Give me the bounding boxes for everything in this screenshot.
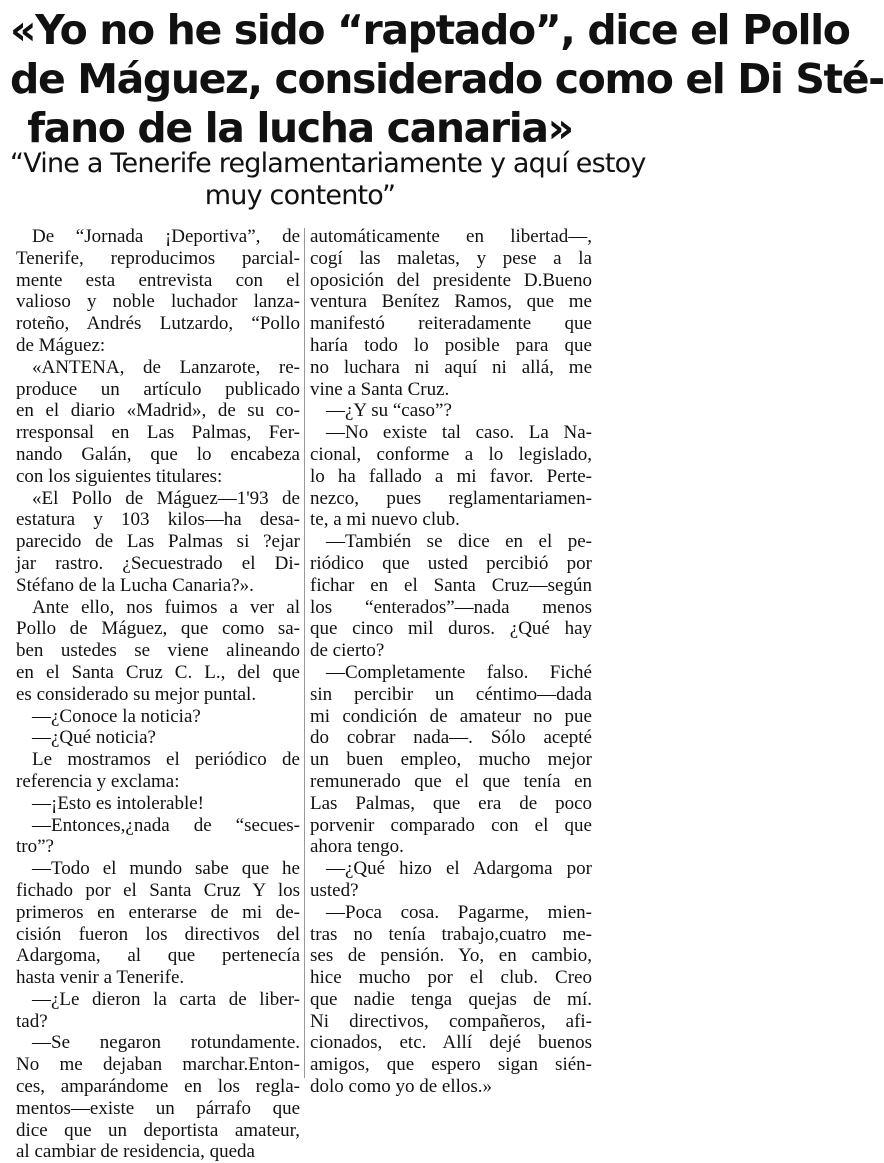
text-line: es considerado su mejor puntal. bbox=[16, 683, 257, 705]
text-line: automáticamente en libertad—, bbox=[310, 226, 592, 247]
text-line: Ante ello, nos fuimos a ver al bbox=[32, 596, 300, 618]
text-line: vine a Santa Cruz. bbox=[310, 378, 450, 400]
text-line: —Se negaron rotundamente. bbox=[32, 1032, 300, 1054]
text-line: Le mostramos el periódico de bbox=[32, 749, 300, 771]
text-line: de Máguez: bbox=[16, 334, 106, 356]
text-line: primeros en enterarse de mi de- bbox=[16, 901, 300, 923]
text-line: «El Pollo de Máguez—1'93 de bbox=[32, 487, 300, 509]
text-line: oposición del presidente D.Bueno bbox=[310, 269, 592, 291]
text-line: amigos, que espero sigan sién- bbox=[310, 1054, 592, 1076]
text-line: mi condición de amateur no pue bbox=[310, 705, 592, 727]
text-line: ses de pensión. Yo, en cambio, bbox=[310, 945, 592, 967]
text-line: do cobrar nada—. Sólo acepté bbox=[310, 727, 592, 749]
text-line: roteño, Andrés Lutzardo, “Pollo bbox=[16, 313, 300, 335]
text-line: No me dejaban marchar.Enton- bbox=[16, 1054, 300, 1076]
text-line: usted? bbox=[310, 879, 359, 901]
text-line: lo ha fallado a mi favor. Perte- bbox=[310, 465, 592, 487]
text-line: tras no tenía trabajo,cuatro me- bbox=[310, 923, 592, 945]
headline-line: fano de la lucha canaria» bbox=[27, 104, 573, 152]
text-line: hice mucho por el club. Creo bbox=[310, 967, 592, 989]
headline-line: de Máguez, considerado como el Di Sté- bbox=[10, 55, 884, 103]
text-line: cional, conforme a lo legislado, bbox=[310, 443, 592, 465]
subheadline-line: muy contento” bbox=[204, 180, 396, 211]
headline-line: «Yo no he sido “raptado”, dice el Pollo bbox=[10, 6, 850, 54]
text-line: en el diario «Madrid», de su co- bbox=[16, 400, 300, 422]
text-line: mente esta entrevista con el bbox=[16, 269, 300, 291]
text-line: porvenir comparado con el que bbox=[310, 814, 592, 836]
text-line: un buen empleo, mucho mejor bbox=[310, 749, 592, 771]
text-line: ces, amparándome en los regla- bbox=[16, 1076, 300, 1098]
text-line: ahora tengo. bbox=[310, 836, 404, 858]
text-line: manifestó reiteradamente que bbox=[310, 313, 592, 335]
text-line: —¿Le dieron la carta de liber- bbox=[32, 988, 300, 1010]
text-line: dice que un deportista amateur, bbox=[16, 1119, 300, 1141]
text-line: que nadie tenga quejas de mí. bbox=[310, 988, 592, 1010]
text-line: tad? bbox=[16, 1010, 48, 1032]
text-line: Las Palmas, que era de poco bbox=[310, 792, 592, 814]
article-left-column bbox=[16, 226, 300, 1163]
text-line: —¿Y su “caso”? bbox=[326, 400, 452, 422]
text-line: —También se dice en el pe- bbox=[326, 531, 592, 553]
text-line: fichado por el Santa Cruz Y los bbox=[16, 879, 300, 901]
text-line: rresponsal en Las Palmas, Fer- bbox=[16, 422, 300, 444]
text-line: al cambiar de residencia, queda bbox=[16, 1141, 255, 1163]
text-line: —Entonces,¿nada de “secues- bbox=[32, 814, 300, 836]
text-line: nezco, pues reglamentariamen- bbox=[310, 487, 592, 509]
text-line: hasta venir a Tenerife. bbox=[16, 967, 185, 989]
text-line: —Poca cosa. Pagarme, mien- bbox=[326, 901, 592, 923]
text-line: haría todo lo posible para que bbox=[310, 334, 592, 356]
text-line: —¿Qué noticia? bbox=[32, 727, 156, 749]
text-line: nando Galán, que lo encabeza bbox=[16, 443, 300, 465]
subheadline bbox=[10, 148, 646, 212]
text-line: —Todo el mundo sabe que he bbox=[32, 858, 300, 880]
text-line: ventura Benítez Ramos, que me bbox=[310, 291, 592, 313]
text-line: mentos—existe un párrafo que bbox=[16, 1097, 300, 1119]
text-line: valioso y noble luchador lanza- bbox=[16, 291, 300, 313]
subheadline-line: “Vine a Tenerife reglamentariamente y aquí estoy bbox=[10, 148, 646, 179]
text-line: —¿Conoce la noticia? bbox=[32, 705, 201, 727]
text-line: «ANTENA, de Lanzarote, re- bbox=[32, 356, 300, 378]
text-line: riódico que usted percibió por bbox=[310, 552, 592, 574]
text-line: dolo como yo de ellos.» bbox=[310, 1076, 493, 1098]
text-line: estatura y 103 kilos—ha desa- bbox=[16, 509, 300, 531]
text-line: Pollo de Máguez, que como sa- bbox=[16, 618, 300, 640]
text-line: sin percibir un céntimo—dada bbox=[310, 683, 592, 705]
text-line: —Completamente falso. Fiché bbox=[326, 661, 592, 683]
text-line: —¡Esto es intolerable! bbox=[32, 792, 205, 814]
text-line: te, a mi nuevo club. bbox=[310, 509, 460, 531]
text-line: remunerado que el que tenía en bbox=[310, 770, 592, 792]
text-line: de cierto? bbox=[310, 640, 385, 662]
text-line: jar rastro. ¿Secuestrado el Di- bbox=[16, 552, 300, 574]
text-line: parecido de Las Palmas si ?ejar bbox=[16, 531, 300, 553]
text-line: Stéfano de la Lucha Canaria?». bbox=[16, 574, 254, 596]
text-line: los “enterados”—nada menos bbox=[310, 596, 592, 618]
text-line: cionados, etc. Allí dejé buenos bbox=[310, 1032, 592, 1054]
text-line: Tenerife, reproducimos parcial- bbox=[16, 247, 300, 269]
text-line: produce un artículo publicado bbox=[16, 378, 300, 400]
headline bbox=[10, 6, 884, 153]
text-line: —¿Qué hizo el Adargoma por bbox=[326, 858, 592, 880]
text-line: cogí las maletas, y pese a la bbox=[310, 247, 592, 269]
text-line: en el Santa Cruz C. L., del que bbox=[16, 661, 300, 683]
text-line: con los siguientes titulares: bbox=[16, 465, 223, 487]
article-right-column bbox=[310, 226, 592, 1098]
text-line: referencia y exclama: bbox=[16, 770, 180, 792]
text-line: —No existe tal caso. La Na- bbox=[326, 422, 592, 444]
text-line: que cinco mil duros. ¿Qué hay bbox=[310, 618, 592, 640]
column-divider bbox=[304, 228, 305, 1078]
text-line: Adargoma, al que pertenecía bbox=[16, 945, 300, 967]
text-line: cisión fueron los directivos del bbox=[16, 923, 300, 945]
text-line: tro”? bbox=[16, 836, 54, 858]
text-line: no luchara ni aquí ni allá, me bbox=[310, 356, 592, 378]
text-line: fichar en el Santa Cruz—según bbox=[310, 574, 592, 596]
text-line: De “Jornada ¡Deportiva”, de bbox=[32, 226, 300, 247]
text-line: ben ustedes se viene alineando bbox=[16, 640, 300, 662]
text-line: Ni directivos, compañeros, afi- bbox=[310, 1010, 592, 1032]
